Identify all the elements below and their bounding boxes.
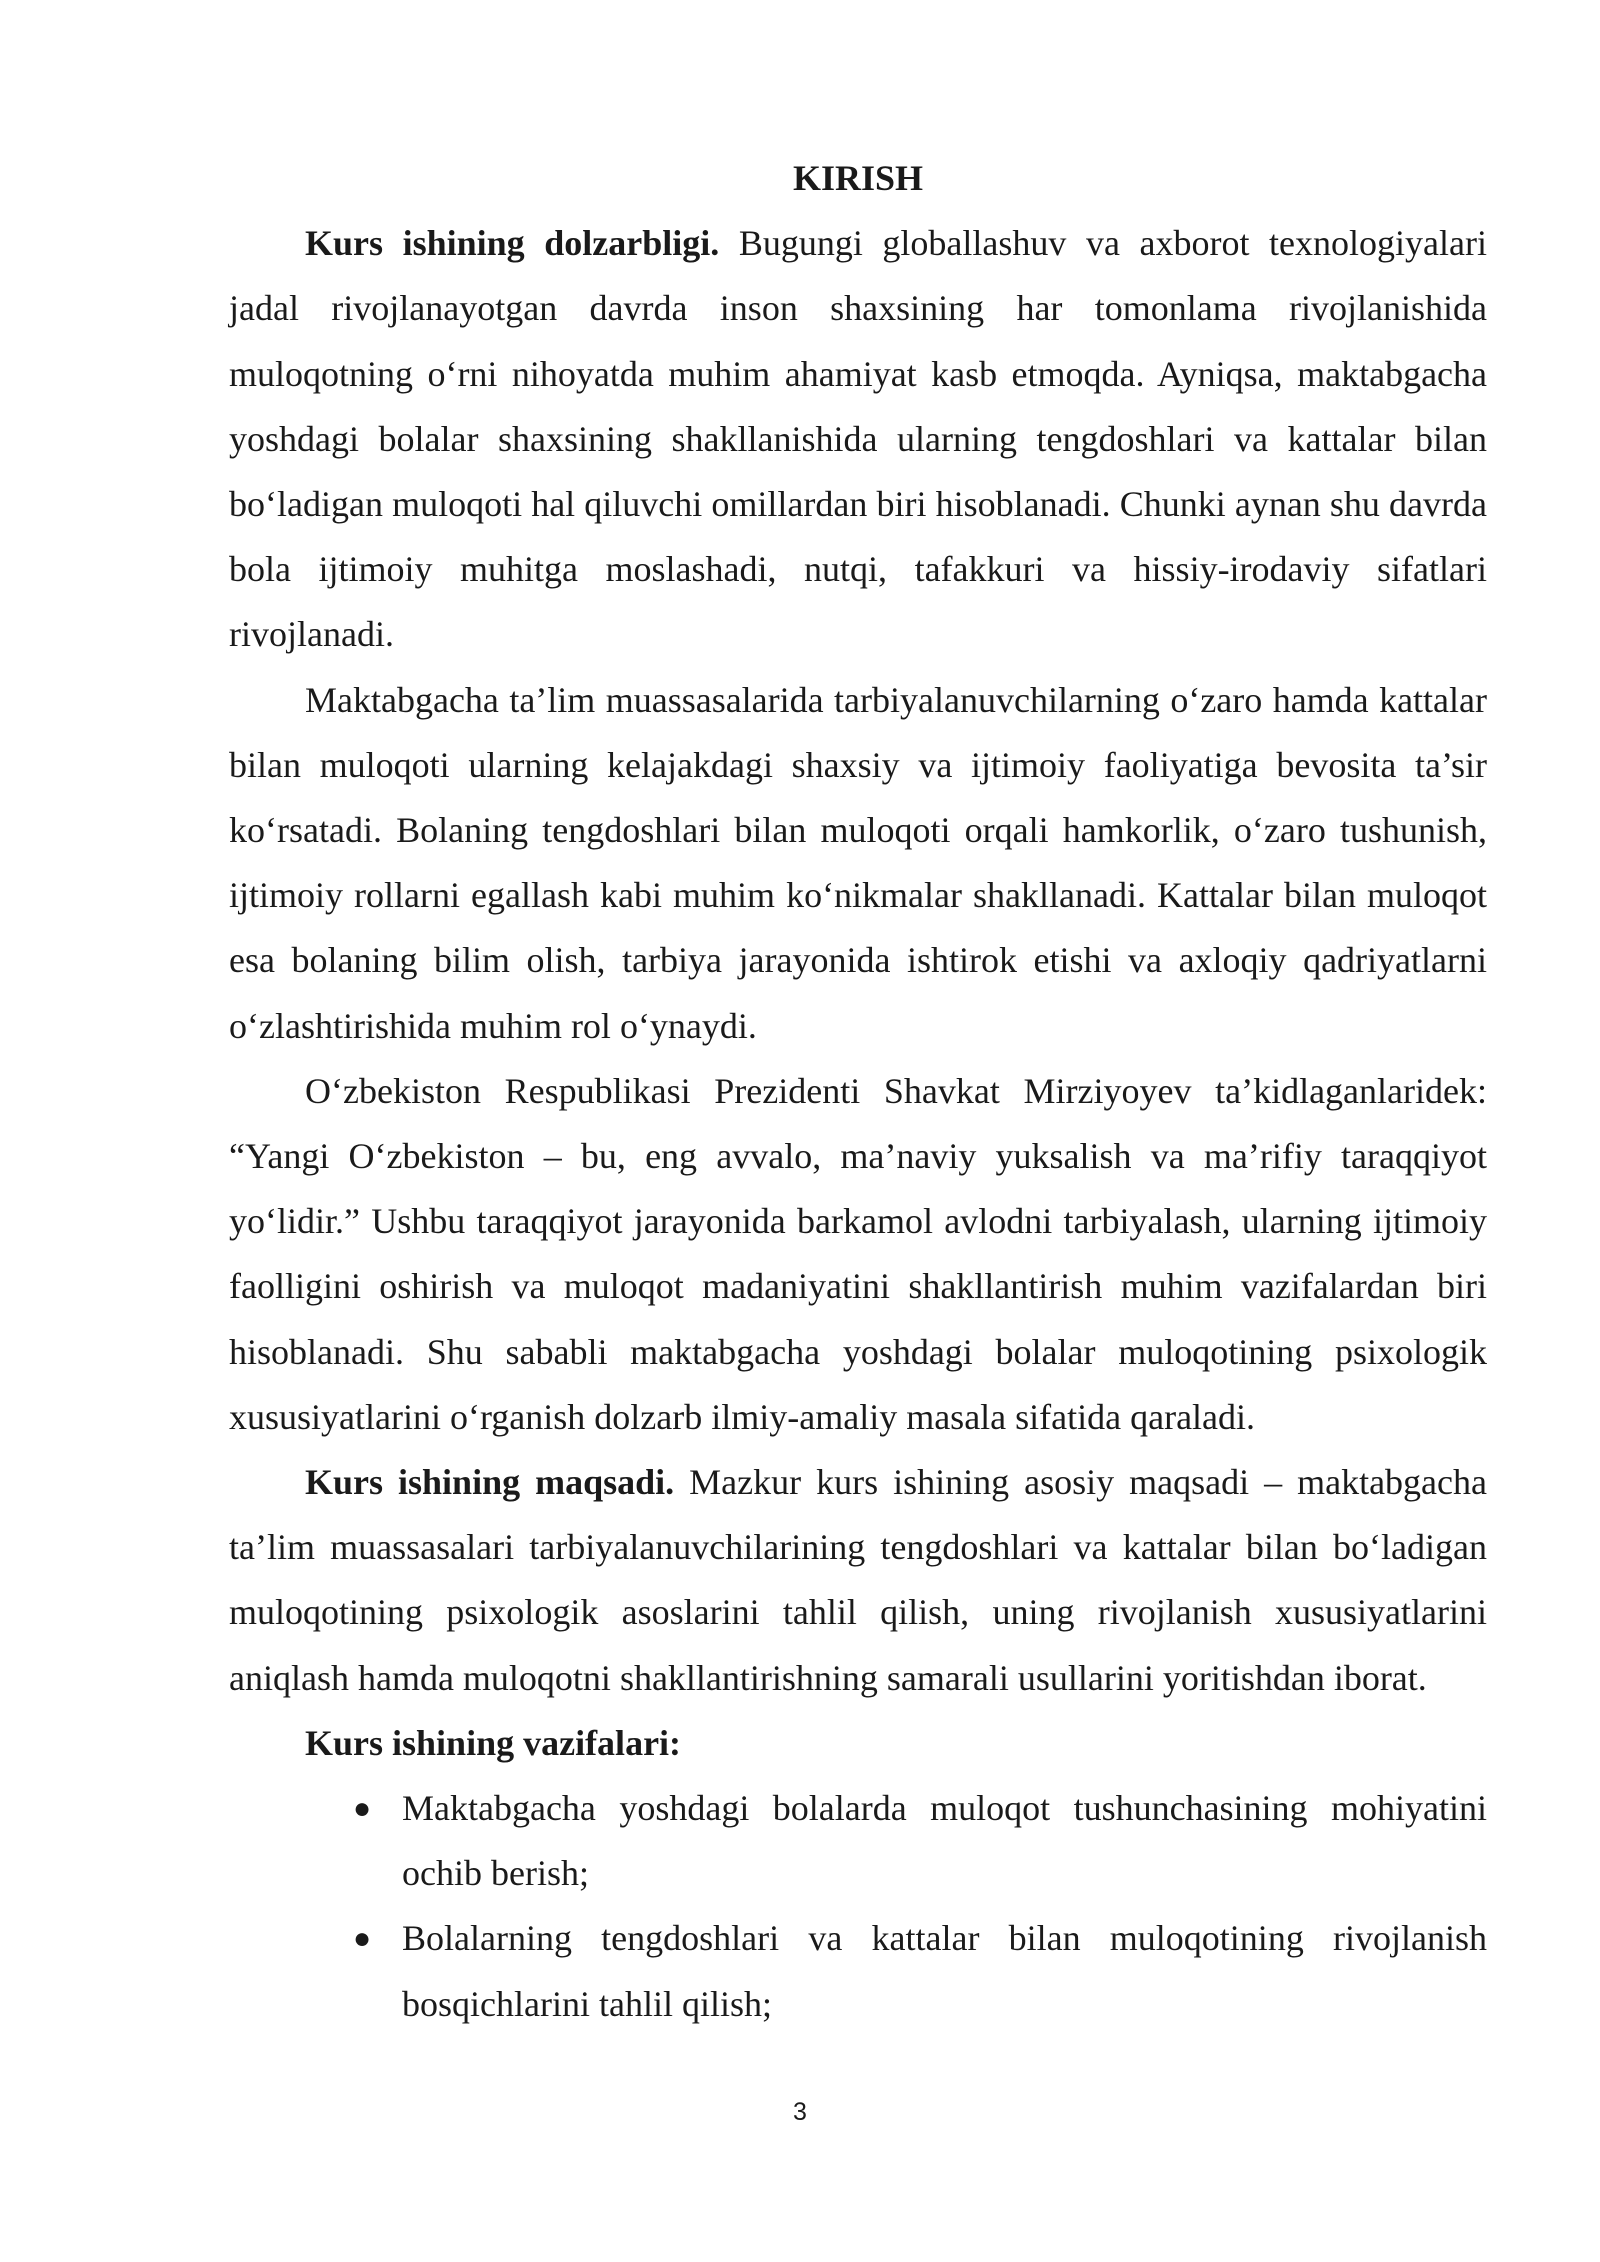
list-item <box>229 1906 1487 2036</box>
paragraph-text: O‘zbekiston Respublikasi Prezidenti Shavkat Mirziyoyev ta’kidlaganlaridek: “Yangi O‘zbekiston – bu, eng avvalo, ma’naviy yuksalish va ma’rifiy taraqqiyot yo‘lidir.” Ushbu taraqqiyot jarayonida barkamol avlodni tarbiyalash, ularning ijtimoiy faolligini oshirish va muloqot madaniyatini shakllantirish muhim vazifalardan biri hisoblanadi. Shu sababli maktabgacha yoshdagi bolalar muloqotining psixologik xususiyatlarini o‘rganish dolzarb ilmiy-amaliy masala sifatida qaraladi. <box>229 1070 1487 1437</box>
paragraph-text: Maktabgacha ta’lim muassasalarida tarbiyalanuvchilarning o‘zaro hamda kattalar bilan muloqoti ularning kelajakdagi shaxsiy va ijtimoiy faoliyatiga bevosita ta’sir ko‘rsatadi. Bolaning tengdoshlari bilan muloqoti orqali hamkorlik, o‘zaro tushunish, ijtimoiy rollarni egallash kabi muhim ko‘nikmalar shakllanadi. Kattalar bilan muloqot esa bolaning bilim olish, tarbiya jarayonida ishtirok etishi va axloqiy qadriyatlarni o‘zlashtirishida muhim rol o‘ynaydi. <box>229 679 1487 1046</box>
paragraph-tasks-heading <box>229 1711 1487 1776</box>
bullet-icon: ● <box>353 1922 372 1956</box>
paragraph-text: Mazkur kurs ishining asosiy maqsadi – maktabgacha ta’lim muassasalari tarbiyalanuvchilarining tengdoshlari va kattalar bilan bo‘ladigan muloqotining psixologik asoslarini tahlil qilish, uning rivojlanish xususiyatlarini aniqlash hamda muloqotni shakllantirishning samarali usullarini yoritishdan iborat. <box>229 1462 1487 1698</box>
paragraph-president-quote <box>229 1059 1487 1450</box>
list-item-text: Bolalarning tengdoshlari va kattalar bilan muloqotining rivojlanish bosqichlarini tahlil qilish; <box>402 1918 1487 2024</box>
paragraph-lead: Kurs ishining vazifalari: <box>305 1722 682 1763</box>
paragraph-relevance <box>229 211 1487 667</box>
bullet-icon: ● <box>353 1792 372 1826</box>
page-content <box>229 146 1487 2037</box>
paragraph-text: Bugungi globallashuv va axborot texnologiyalari jadal rivojlanayotgan davrda inson shaxsining har tomonlama rivojlanishida muloqotning o‘rni nihoyatda muhim ahamiyat kasb etmoqda. Ayniqsa, maktabgacha yoshdagi bolalar shaxsining shakllanishida ularning tengdoshlari va kattalar bilan bo‘ladigan muloqoti hal qiluvchi omillardan biri hisoblanadi. Chunki aynan shu davrda bola ijtimoiy muhitga moslashadi, nutqi, tafakkuri va hissiy-irodaviy sifatlari rivojlanadi. <box>229 223 1487 655</box>
list-item <box>229 1776 1487 1906</box>
tasks-list <box>229 1776 1487 2037</box>
paragraph-lead: Kurs ishining maqsadi. <box>305 1462 675 1503</box>
paragraph-preschool-communication <box>229 668 1487 1059</box>
paragraph-goal <box>229 1450 1487 1711</box>
page-number: 3 <box>793 2098 807 2126</box>
list-item-text: Maktabgacha yoshdagi bolalarda muloqot tushunchasining mohiyatini ochib berish; <box>402 1788 1487 1894</box>
section-title: KIRISH <box>792 158 924 198</box>
paragraph-lead: Kurs ishining dolzarbligi. <box>305 223 720 264</box>
